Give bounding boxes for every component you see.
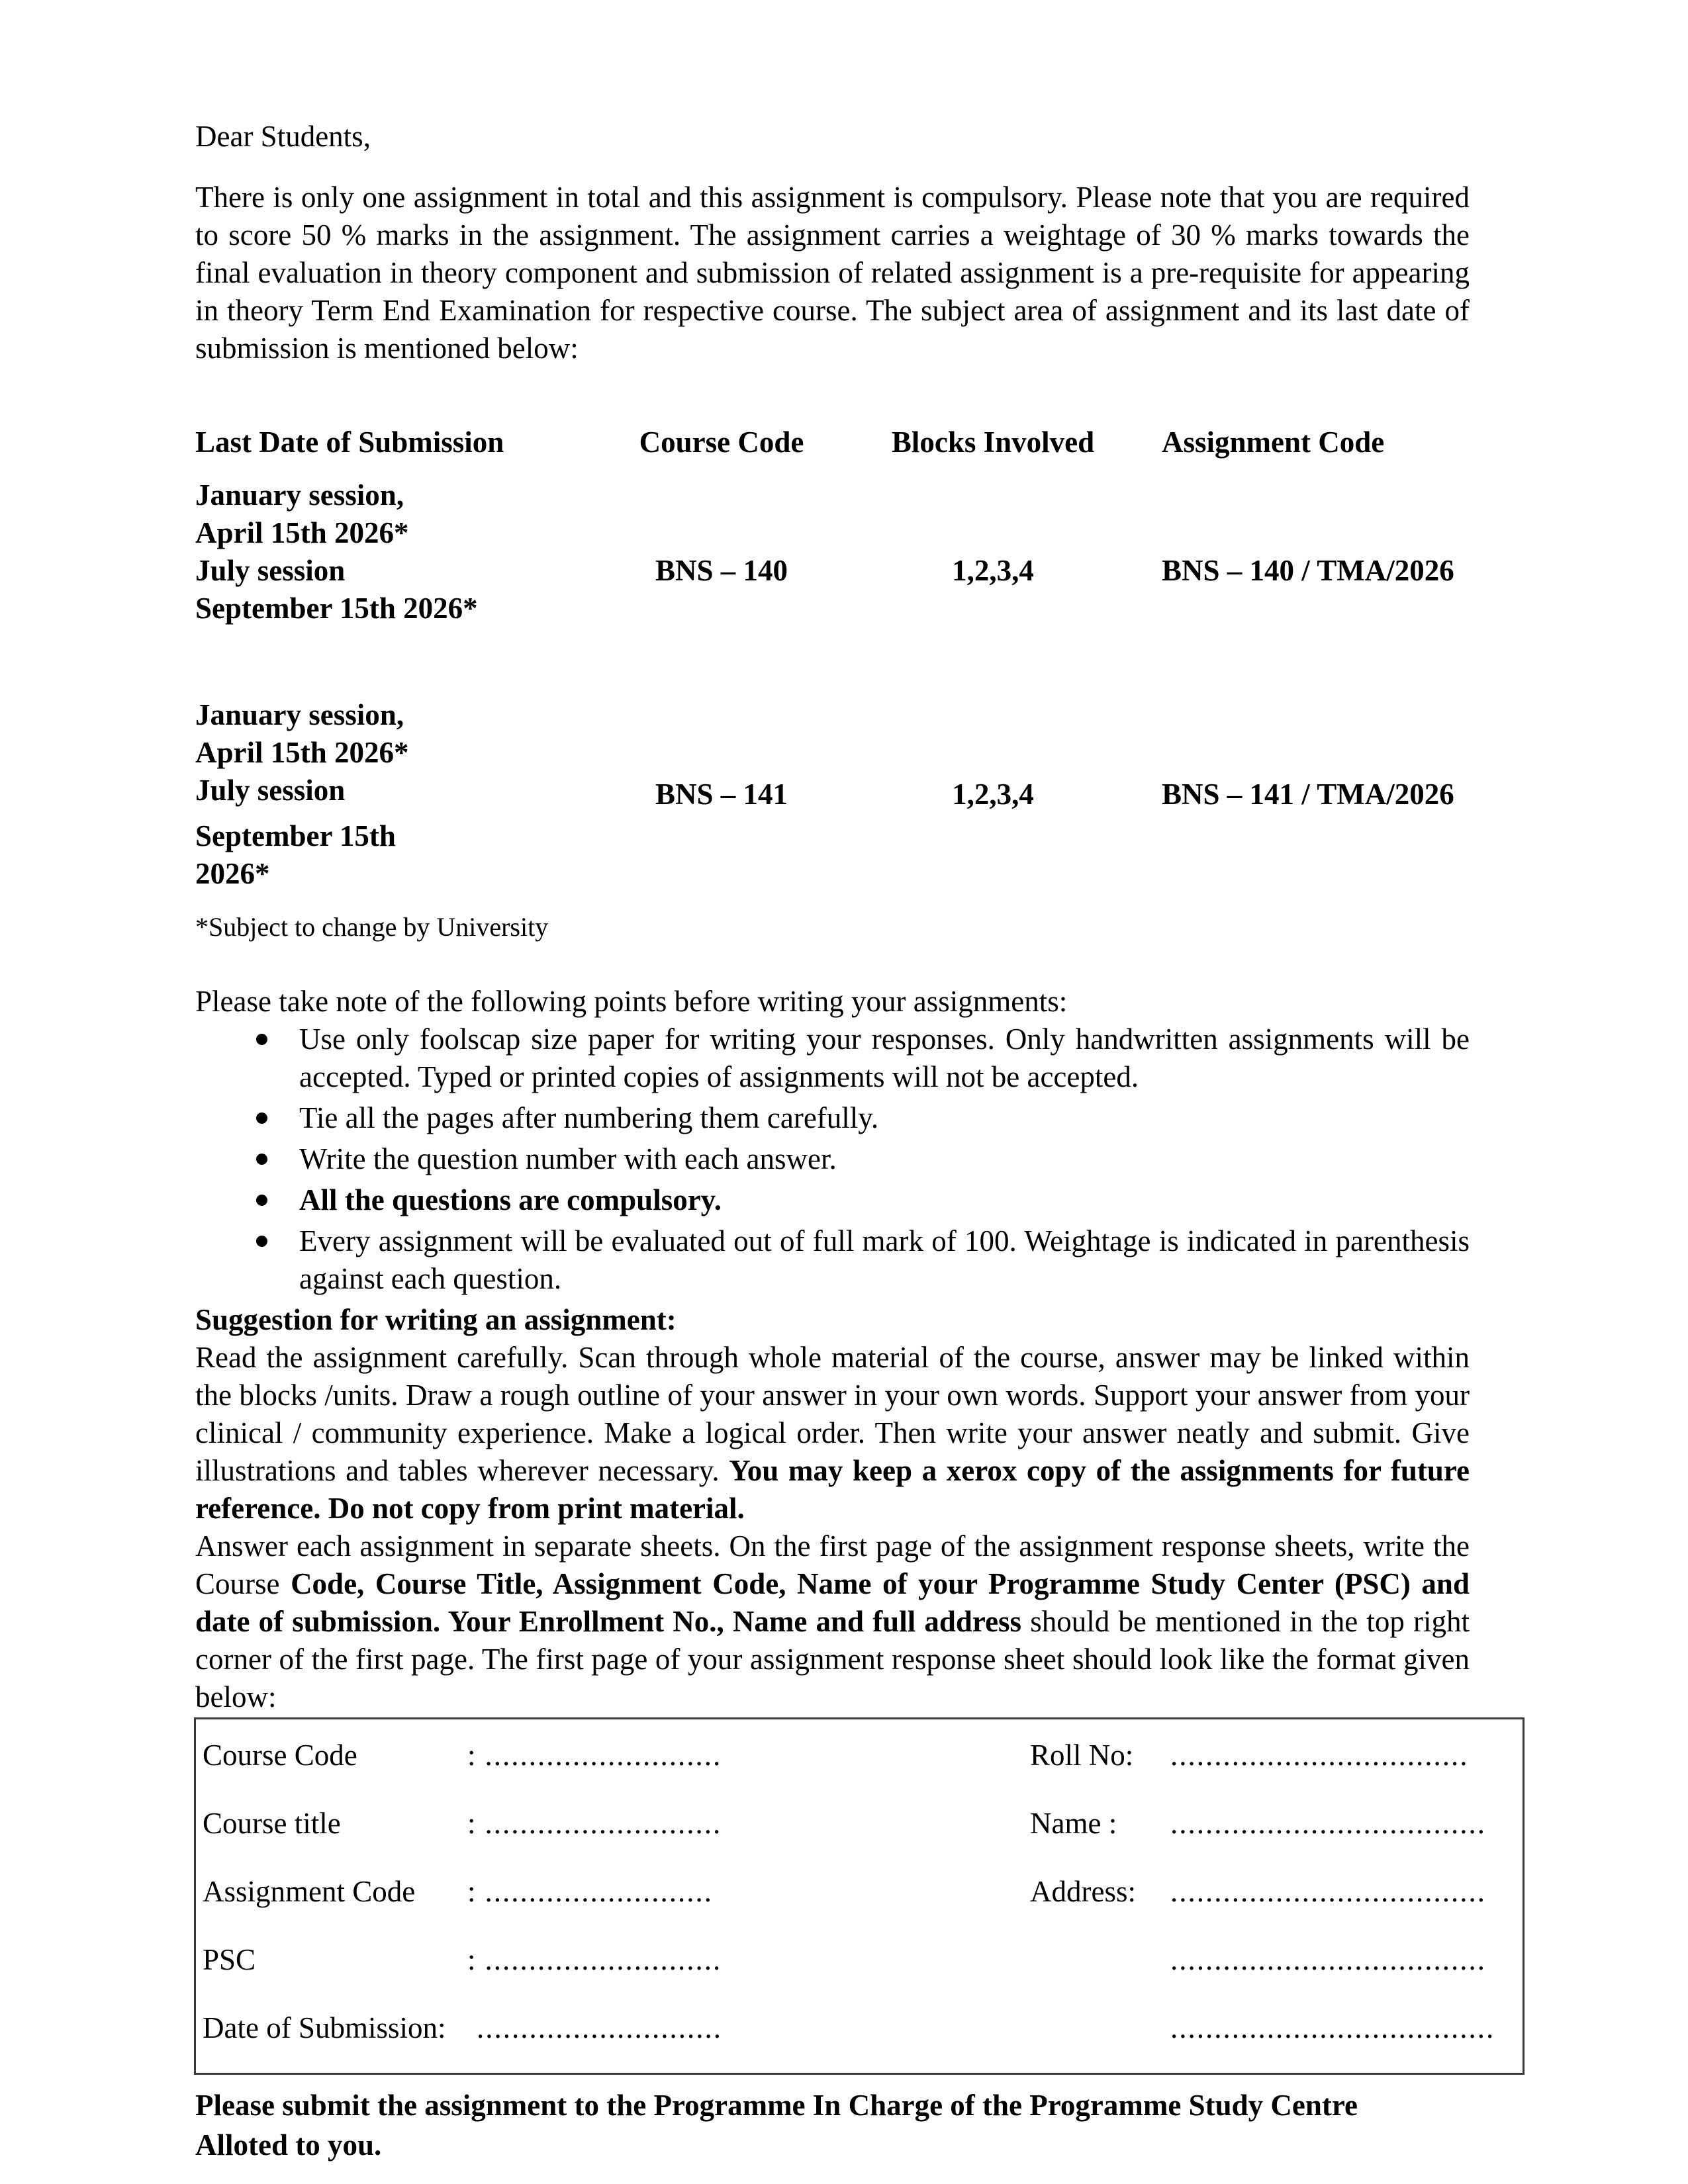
blank-dotted-line: ........................... <box>485 1943 722 1976</box>
answer-text-bold: Code, Course Title, Assignment Code, Name of your Programme Study Center (PSC) and date of submission. Your Enrollment No., Name and full address <box>195 1567 1470 1638</box>
name-field <box>1030 1805 1523 1873</box>
session-date-line: April 15th 2026* <box>195 516 409 549</box>
format-row <box>203 1805 1523 1873</box>
bullet-icon <box>256 1195 267 1206</box>
blocks-involved-cell: 1,2,3,4 <box>952 778 1034 811</box>
field-colon: : <box>467 1875 476 1908</box>
field-label: Assignment Code <box>203 1875 416 1908</box>
field-label: Date of Submission: <box>203 2011 446 2044</box>
psc-field <box>203 1941 1030 2009</box>
session-date-line: September 15th 2026* <box>195 592 478 625</box>
suggestion-heading: Suggestion for writing an assignment: <box>195 1303 677 1336</box>
bullet-text: Use only foolscap size paper for writing your responses. Only handwritten assignments will be accepted. Typed or printed copies of assignments will not be accepted. <box>299 1023 1470 1093</box>
suggestion-text-bold: You may keep a xerox copy of the assignments for future reference. Do not copy from print material. <box>195 1454 1470 1525</box>
salutation: Dear Students, <box>195 120 371 153</box>
list-item <box>195 1021 1470 1096</box>
submission-note: Please submit the assignment to the Programme In Charge of the Programme Study Centre Alloted to you. <box>195 2089 1358 2161</box>
field-colon: : <box>467 1739 476 1772</box>
blank-dotted-line: .................................... <box>1170 1875 1486 1908</box>
field-label: Roll No: <box>1030 1739 1134 1772</box>
address-continuation-field <box>1030 2009 1523 2077</box>
field-label: Address: <box>1030 1875 1136 1908</box>
col-header-blocks-involved: Blocks Involved <box>891 426 1095 459</box>
session-date-line: September 15th <box>195 819 396 852</box>
blank-dotted-line: ............................ <box>477 2011 722 2044</box>
session-date-line: July session <box>195 774 346 807</box>
field-label: Course title <box>203 1807 341 1840</box>
bullet-text: Tie all the pages after numbering them carefully. <box>299 1101 879 1134</box>
list-item <box>195 1099 1470 1137</box>
date-of-submission-field <box>203 2009 1030 2077</box>
address-field <box>1030 1873 1523 1941</box>
format-row <box>203 2009 1523 2077</box>
list-item <box>195 1140 1470 1178</box>
bullet-icon <box>256 1154 267 1165</box>
format-row <box>203 1873 1523 1941</box>
answer-format-paragraph <box>195 1527 1470 1716</box>
blank-dotted-line: .......................... <box>485 1875 714 1908</box>
field-colon: : <box>467 1807 476 1840</box>
course-code-field <box>203 1737 1030 1805</box>
blank-dotted-line: .................................. <box>1170 1739 1469 1772</box>
blank-dotted-line: .................................... <box>1170 1943 1486 1976</box>
page-content <box>195 0 1495 2165</box>
field-label: PSC <box>203 1943 256 1976</box>
course-code-cell: BNS – 140 <box>655 554 788 587</box>
notes-intro: Please take note of the following points before writing your assignments: <box>195 985 1068 1018</box>
blank-dotted-line: ........................... <box>485 1739 722 1772</box>
table-row <box>195 477 1470 627</box>
bullet-icon <box>256 1034 267 1045</box>
format-row <box>203 1941 1523 2009</box>
list-item <box>195 1181 1470 1219</box>
col-header-course-code: Course Code <box>639 426 804 459</box>
list-item <box>195 1222 1470 1298</box>
blank-dotted-line: .................................... <box>1170 1807 1486 1840</box>
col-header-assignment-code: Assignment Code <box>1162 426 1385 459</box>
schedule-table-header-row <box>195 424 1470 461</box>
session-date-line: 2026* <box>195 857 270 890</box>
session-date-line: July session <box>195 554 346 587</box>
assignment-code-cell: BNS – 140 / TMA/2026 <box>1162 554 1454 587</box>
roll-no-field <box>1030 1737 1523 1805</box>
suggestion-text-normal: Read the assignment carefully. Scan through whole material of the course, answer may be linked within the blocks /units. Draw a rough outline of your answer in your own words. Support your answer from your clinical / community experience. Make a logical order. Then write your answer neatly and submit. Give illustrations and tables wherever necessary. <box>195 1341 1470 1487</box>
table-row <box>195 696 1470 893</box>
first-page-format-box <box>194 1717 1524 2075</box>
assignment-code-cell: BNS – 141 / TMA/2026 <box>1162 778 1454 811</box>
answer-text-normal: should be mentioned in the top right corner of the first page. The first page of your assignment response sheet should look like the format given below: <box>195 1605 1470 1713</box>
field-label: Course Code <box>203 1739 357 1772</box>
assignment-code-field <box>203 1873 1030 1941</box>
instruction-bullet-list <box>195 1021 1470 1298</box>
course-title-field <box>203 1805 1030 1873</box>
answer-text-normal: Answer each assignment in separate sheets. On the first page of the assignment response sheets, write the Course <box>195 1529 1470 1600</box>
course-code-cell: BNS – 141 <box>655 778 788 811</box>
blocks-involved-cell: 1,2,3,4 <box>952 554 1034 587</box>
field-label: Name : <box>1030 1807 1117 1840</box>
suggestion-paragraph <box>195 1339 1470 1527</box>
intro-paragraph: There is only one assignment in total and this assignment is compulsory. Please note that you are required to score 50 % marks in the assignment. The assignment carries a weightage of 30 % marks towards the final evaluation in theory component and submission of related assignment is a pre-requisite for appearing in theory Term End Examination for respective course. The subject area of assignment and its last date of submission is mentioned below: <box>195 181 1470 365</box>
bullet-text: Every assignment will be evaluated out of full mark of 100. Weightage is indicated in parenthesis against each question. <box>299 1224 1470 1295</box>
session-date-line: January session, <box>195 478 404 512</box>
format-row <box>203 1737 1523 1805</box>
last-date-cell <box>195 477 592 627</box>
session-date-line: January session, <box>195 698 404 731</box>
blank-dotted-line: ..................................... <box>1170 2011 1495 2044</box>
submission-schedule-table <box>195 424 1470 893</box>
bullet-text: All the questions are compulsory. <box>299 1183 722 1216</box>
address-continuation-field <box>1030 1941 1523 2009</box>
session-date-line: April 15th 2026* <box>195 736 409 769</box>
field-colon: : <box>467 1943 476 1976</box>
last-date-cell <box>195 696 592 893</box>
blank-dotted-line: ........................... <box>485 1807 722 1840</box>
table-footnote: *Subject to change by University <box>195 912 549 942</box>
bullet-icon <box>256 1236 267 1247</box>
bullet-icon <box>256 1113 267 1124</box>
col-header-last-date-of-submission: Last Date of Submission <box>195 426 504 459</box>
bullet-text: Write the question number with each answer. <box>299 1142 837 1175</box>
